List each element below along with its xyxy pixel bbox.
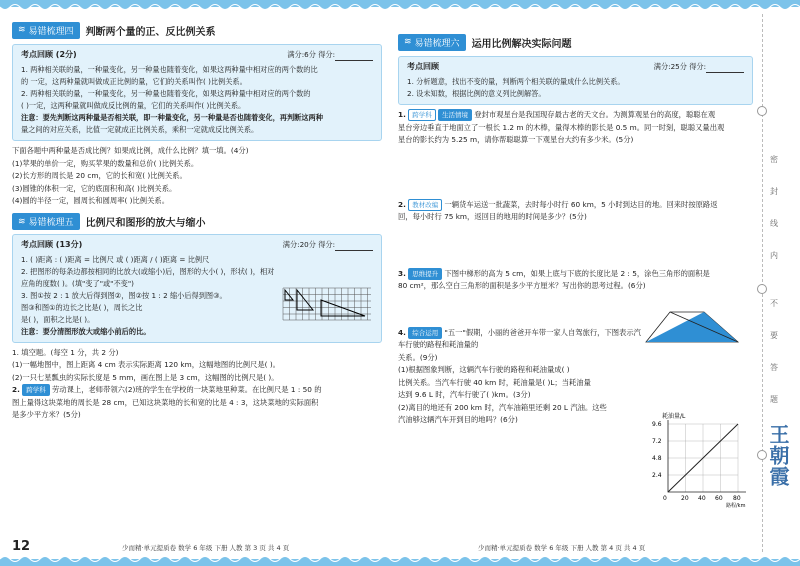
review-line: 1. ( )距离 : ( )距离 = 比例尺 或 ( )距离 / ( )距离 = 比例尺	[21, 254, 210, 264]
fuel-graph	[648, 410, 753, 508]
page-number: 12	[12, 539, 31, 554]
section-5-header	[12, 212, 382, 232]
seal-char: 答	[770, 363, 778, 372]
section-4-review-box	[12, 44, 382, 141]
review-heading: 考点回顾	[407, 62, 439, 71]
tag-badge: 跨学科	[408, 109, 436, 121]
brand-logo: 王朝霞	[766, 424, 790, 487]
review-heading: 考点回顾 (2分)	[21, 50, 77, 59]
review-note: 注意：要分清图形放大或缩小前后的比。	[21, 326, 151, 336]
binding-strip	[756, 14, 792, 552]
review-note: 量之间的对应关系，比值一定就成正比例关系，乘积一定就成反比例关系。	[21, 125, 259, 134]
binding-hole-icon	[757, 106, 767, 116]
question-item: 1. 填空题。(每空 1 分，共 2 分)	[12, 347, 119, 357]
question-block	[12, 145, 382, 208]
y-tick: 4.8	[652, 455, 662, 462]
right-page	[398, 14, 753, 552]
seal-char: 不	[770, 299, 778, 308]
question-item: (2)长方形的周长是 20 cm，它的长和宽( )比例关系。	[12, 171, 187, 180]
wave-icon: ≋	[18, 25, 26, 35]
review-line: 图③和图①的边长之比是( )，周长之比	[21, 302, 143, 312]
y-tick: 7.2	[652, 438, 662, 445]
section-4-header	[12, 20, 382, 40]
section-5-tag: ≋ 易错梳理五	[12, 213, 80, 230]
binding-hole-icon	[757, 284, 767, 294]
trapezoid-figure	[644, 310, 740, 344]
question-item: 2. 跨学科 劳动课上，老师带领六(2)班的学生在学校的一块菜地里种菜。在比例尺是 1 : 50 的	[12, 385, 322, 394]
y-tick: 9.6	[652, 421, 662, 428]
x-tick: 60	[715, 495, 723, 502]
section-6-review-box	[398, 56, 753, 105]
tag-badge: 思维提升	[408, 268, 442, 280]
review-line: 2. 把图形的每条边都按相同的比放大(或缩小)后，图形的大小( )，形状( )，相对	[21, 266, 275, 276]
score-line: 满分:6分 得分:	[287, 49, 373, 61]
center-gutter	[384, 14, 396, 552]
review-line: 1. 分析题意，找出不变的量，判断两个相关联的量成什么比例关系。	[407, 77, 625, 86]
seal-char: 题	[770, 395, 778, 404]
section-6-header	[398, 32, 753, 52]
section-4-title: 判断两个量的正、反比例关系	[85, 26, 216, 38]
question-item: (1)一幅地图中，图上距离 4 cm 表示实际距离 120 km，这幅地图的比例尺是( )。	[12, 360, 280, 369]
question-item: (1)苹果的单价一定，购买苹果的数量和总价( )比例关系。	[12, 158, 199, 168]
question-1: 1. 跨学科 生活情境 登封市观星台是我国现存最古老的天文台。为测算观星台的高度，聪聪在观 星台旁边垂直于地面立了一根长 1.2 m 的木棒，量得木棒的影长是 0.5 m。同一时刻，聪聪又量出观 星台的影长约为 5.25 m，请你帮聪聪算一下观星台大约有多少米。(5分)	[398, 110, 725, 144]
question-4: 4. 综合运用 "五一"假期，小丽的爸爸开车带一家人自驾旅行，下图表示汽车行驶的路程和耗油量的 关系。(9分) (1)根据图象判断，这辆汽车行驶的路程和耗油量成( ) 比例关系。当汽车行驶 40 km 时，耗油量是( )L；当耗油量 达到 9.6 L 时，汽车行驶了( )km。(3分) (2)离目的地还有 200 km 时，汽车油箱里还剩 20 L 汽油。这些 汽油够这辆汽车开到目的地吗？(6分)	[398, 327, 641, 424]
tag-badge: 综合运用	[408, 327, 442, 339]
review-line: 2. 两种相关联的量，一种量变化，另一种量也随着变化，如果这两种量中相对应的两个数的	[21, 89, 311, 98]
question-item: (3)圆锥的体积一定，它的底面积和高( )比例关系。	[12, 183, 177, 193]
review-line: ( )一定，这两种量就叫做成反比例的量，它们的关系叫作( )比例关系。	[21, 101, 246, 110]
x-tick: 40	[698, 495, 706, 502]
seal-char: 要	[770, 331, 778, 340]
wave-icon: ≋	[18, 216, 26, 227]
top-wave-border	[0, 0, 800, 12]
seal-char: 内	[770, 251, 778, 260]
review-line: 1. 两种相关联的量，一种量变化，另一种量也随着变化，如果这两种量中相对应的两个数的比	[21, 65, 318, 74]
left-page	[12, 14, 382, 552]
page-footer: 少而精·单元提质卷 数学 6 年级 下册 人教 第 4 页 共 4 页	[478, 544, 646, 552]
bottom-wave-border	[0, 554, 800, 566]
question-2: 2. 教材改编 一辆货车运送一批蔬菜，去时每小时行 60 km，5 小时到达目的地。回来时按原路返 回，每小时行 75 km，返回目的地用的时间是多少？(5分)	[398, 199, 718, 221]
question-item: 是多少平方米？(5分)	[12, 410, 81, 419]
seal-char: 封	[770, 187, 778, 196]
practice-block	[12, 347, 382, 422]
tag-badge: 跨学科	[22, 384, 50, 396]
review-line: 3. 图①按 2 : 1 放大后得到图②，图②按 1 : 2 缩小后得到图③。	[21, 290, 227, 300]
section-4-tag: ≋ 易错梳理四	[12, 22, 80, 39]
question-3: 3. 思维提升 下图中梯形的高为 5 cm，如果上底与下底的长度比是 2 : 5，涂色三角形的面积是 80 cm²，那么空白三角形的面积是多少平方厘米？写出你的思考过程。(6分)	[398, 268, 710, 290]
review-line: 的 一定，这两种量就叫做成正比例的量，它们的关系叫作( )比例关系。	[21, 77, 247, 86]
graph-ylabel: 耗油量/L	[662, 413, 686, 420]
x-tick: 20	[681, 495, 689, 502]
graph-xlabel: 路程/km	[726, 503, 746, 508]
seal-char: 线	[770, 219, 778, 228]
review-line: 是( )，面积之比是( )。	[21, 314, 95, 324]
question-intro: 下面各题中两种量是否成比例？如果成比例，成什么比例？填一填。(4分)	[12, 146, 249, 155]
review-line: 2. 设未知数，根据比例的意义列比例解答。	[407, 89, 546, 98]
figure-grid	[281, 286, 373, 322]
score-line: 满分:25分 得分:	[654, 61, 744, 73]
origin-label: 0	[663, 495, 667, 502]
tag-badge: 教材改编	[408, 199, 442, 211]
seal-char: 密	[770, 155, 778, 164]
review-line: 应角的度数( )。(填"变了"或"不变")	[21, 278, 134, 288]
question-item: 图上量得这块菜地的周长是 28 cm，已知这块菜地的长和宽的比是 4 : 3，这块菜地的实际面积	[12, 397, 319, 407]
question-item: (2)一只七星瓢虫的实际长度是 5 mm，画在图上是 3 cm，这幅图的比例尺是( )。	[12, 372, 279, 382]
review-note: 注意：要先判断这两种量是否相关联，即一种量变化，另一种量是否也随着变化，再判断这两种	[21, 113, 323, 122]
section-5-title: 比例尺和图形的放大与缩小	[85, 218, 206, 229]
wave-icon: ≋	[404, 37, 412, 47]
section-5-review-box	[12, 234, 382, 343]
tag-badge: 生活情境	[438, 109, 472, 121]
score-line: 满分:20分 得分:	[283, 239, 373, 251]
section-6-tag: ≋ 易错梳理六	[398, 34, 466, 51]
x-tick: 80	[733, 495, 741, 502]
section-6-title: 运用比例解决实际问题	[471, 38, 572, 50]
y-tick: 2.4	[652, 472, 662, 479]
review-heading: 考点回顾 (13分)	[21, 239, 83, 249]
question-item: (4)圆的半径一定，圆周长和圆周率( )比例关系。	[12, 196, 169, 205]
page-footer: 少而精·单元提质卷 数学 6 年级 下册 人教 第 3 页 共 4 页	[122, 544, 290, 552]
